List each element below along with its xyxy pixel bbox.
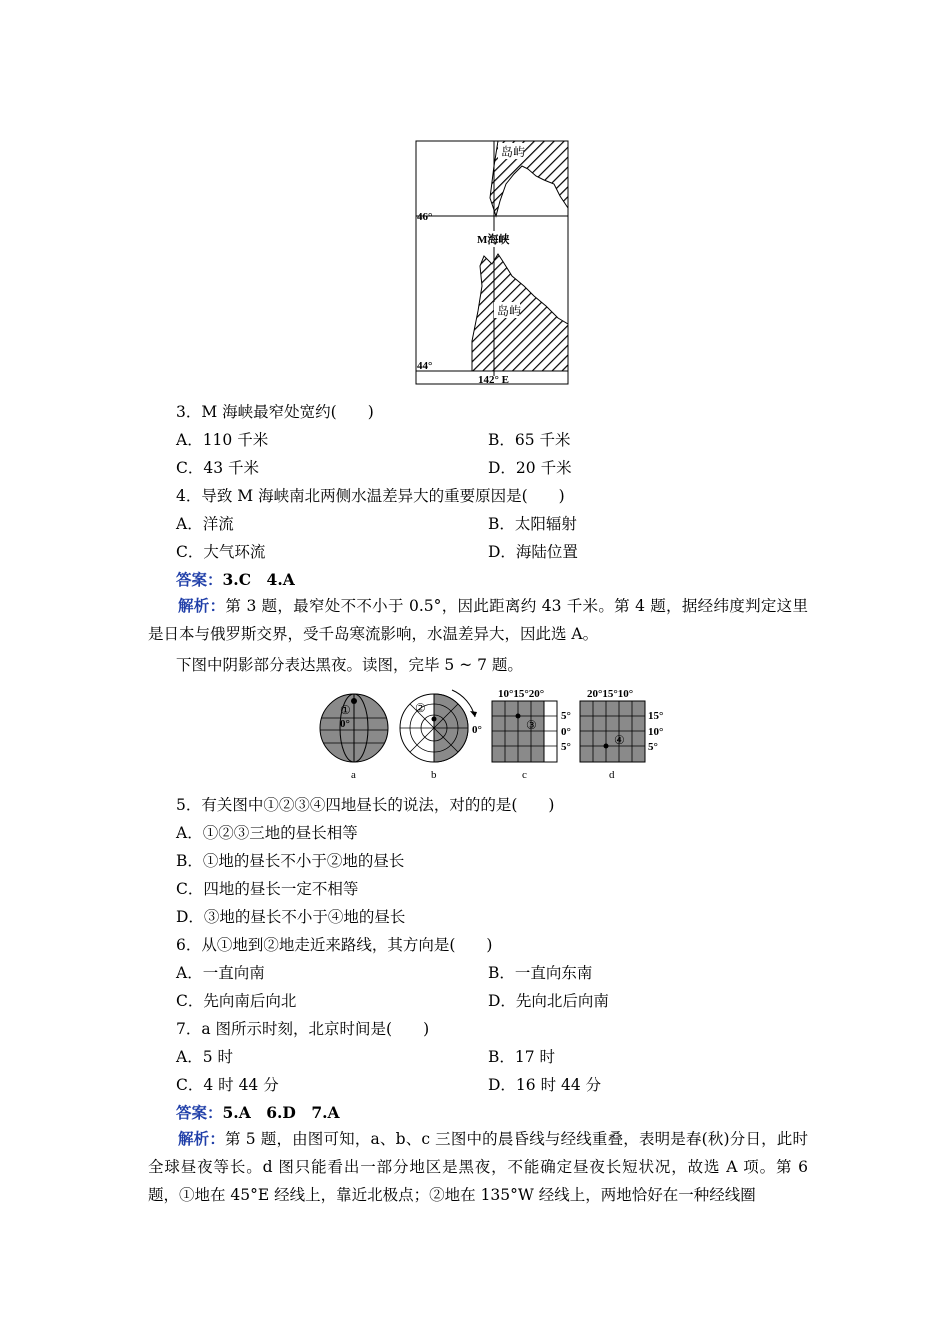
answer-2-text: 5.A 6.D 7.A — [222, 1103, 340, 1122]
figure-a-caption: a — [351, 769, 356, 781]
q4-option-c: C．大气环流 — [176, 543, 266, 561]
explanation-2-text: 第 5 题，由图可知，a、b、c 三图中的晨昏线与经线重叠，表明是春(秋)分日，此时全球昼夜等长。d 图只能看出一部分地区是黑夜，不能确定昼夜长短状况，故选 A 项。第 6 题，①地在 45°E 经线上，靠近北极点；②地在 135°W 经线上，两地恰好在一种经线圈 — [148, 1130, 808, 1204]
explanation-1-text: 第 3 题，最窄处不不小于 0.5°，因此距离约 43 千米。第 4 题，据经纬度判定这里是日本与俄罗斯交界，受千岛寒流影响，水温差异大，因此选 A。 — [148, 597, 808, 643]
q4-stem: 4．导致 M 海峡南北两侧水温差异大的重要原因是( ) — [176, 487, 565, 505]
q3-option-a: A．110 千米 — [176, 431, 269, 449]
figure-d-right-1: 15° — [648, 710, 664, 722]
answer-1-text: 3.C 4.A — [222, 570, 295, 589]
intro-q5-7: 下图中阴影部分表达黑夜。读图，完毕 5 ~ 7 题。 — [176, 656, 523, 674]
q7-option-a: A．5 时 — [176, 1048, 233, 1066]
figure-c — [492, 688, 571, 781]
figure-d — [580, 688, 663, 781]
figure-c-right-2: 0° — [561, 726, 571, 738]
q4-option-b: B．太阳辐射 — [488, 515, 577, 533]
figure-d-caption: d — [609, 769, 615, 781]
q5-option-b: B．①地的昼长不小于②地的昼长 — [176, 852, 405, 870]
figure-a-zero: 0° — [340, 718, 350, 730]
figure-b-caption: b — [431, 769, 437, 781]
q6-option-a: A．一直向南 — [176, 964, 265, 982]
figure-a — [320, 694, 388, 781]
q3-option-c: C．43 千米 — [176, 459, 260, 477]
answer-2-label: 答案： — [176, 1103, 223, 1122]
figure-b-zero: 0° — [472, 724, 482, 736]
explanation-1 — [148, 592, 808, 648]
answer-2 — [176, 1103, 340, 1123]
figure-c-caption: c — [522, 769, 527, 781]
q7-stem: 7．a 图所示时刻，北京时间是( ) — [176, 1020, 430, 1038]
q7-option-c: C．4 时 44 分 — [176, 1076, 279, 1094]
lat-46-label: 46° — [417, 211, 433, 223]
explanation-1-label: 解析： — [178, 596, 226, 615]
figure-d-top: 20°15°10° — [587, 688, 634, 700]
q6-stem: 6．从①地到②地走近来路线，其方向是( ) — [176, 936, 493, 954]
figure-c-mark: ③ — [526, 718, 537, 732]
figure-d-mark: ④ — [614, 733, 625, 747]
figure-c-top: 10°15°20° — [498, 688, 545, 700]
q3-stem: 3．M 海峡最窄处宽约( ) — [176, 403, 374, 421]
q5-option-c: C．四地的昼长一定不相等 — [176, 880, 359, 898]
figure-c-right-3: 5° — [561, 741, 571, 753]
q6-option-d: D．先向北后向南 — [488, 992, 609, 1010]
lat-44-label: 44° — [417, 360, 433, 372]
figure-d-right-2: 10° — [648, 726, 664, 738]
lon-142-label: 142° E — [478, 374, 509, 386]
q3-option-b: B．65 千米 — [488, 431, 571, 449]
strait-label: M海峡 — [477, 234, 510, 246]
q7-option-d: D．16 时 44 分 — [488, 1076, 602, 1094]
q6-option-b: B．一直向东南 — [488, 964, 593, 982]
answer-1 — [176, 570, 295, 590]
q4-option-a: A．洋流 — [176, 515, 234, 533]
answer-1-label: 答案： — [176, 570, 223, 589]
day-night-figures — [312, 685, 674, 785]
figure-d-right-3: 5° — [648, 741, 658, 753]
figure-b-mark: ② — [415, 701, 426, 715]
figure-c-right-1: 5° — [561, 710, 571, 722]
q4-option-d: D．海陆位置 — [488, 543, 578, 561]
q6-option-c: C．先向南后向北 — [176, 992, 297, 1010]
island-north-label: 岛屿 — [501, 145, 526, 159]
q7-option-b: B．17 时 — [488, 1048, 556, 1066]
q5-stem: 5．有关图中①②③④四地昼长的说法，对的的是( ) — [176, 796, 555, 814]
island-south-label: 岛屿 — [497, 304, 522, 318]
explanation-2 — [148, 1125, 808, 1209]
q5-option-a: A．①②③三地的昼长相等 — [176, 824, 358, 842]
figure-a-mark: ① — [340, 703, 351, 717]
explanation-2-label: 解析： — [178, 1129, 226, 1148]
q3-option-d: D．20 千米 — [488, 459, 572, 477]
q5-option-d: D．③地的昼长不小于④地的昼长 — [176, 908, 406, 926]
figure-b — [400, 690, 482, 781]
strait-map — [410, 136, 576, 388]
